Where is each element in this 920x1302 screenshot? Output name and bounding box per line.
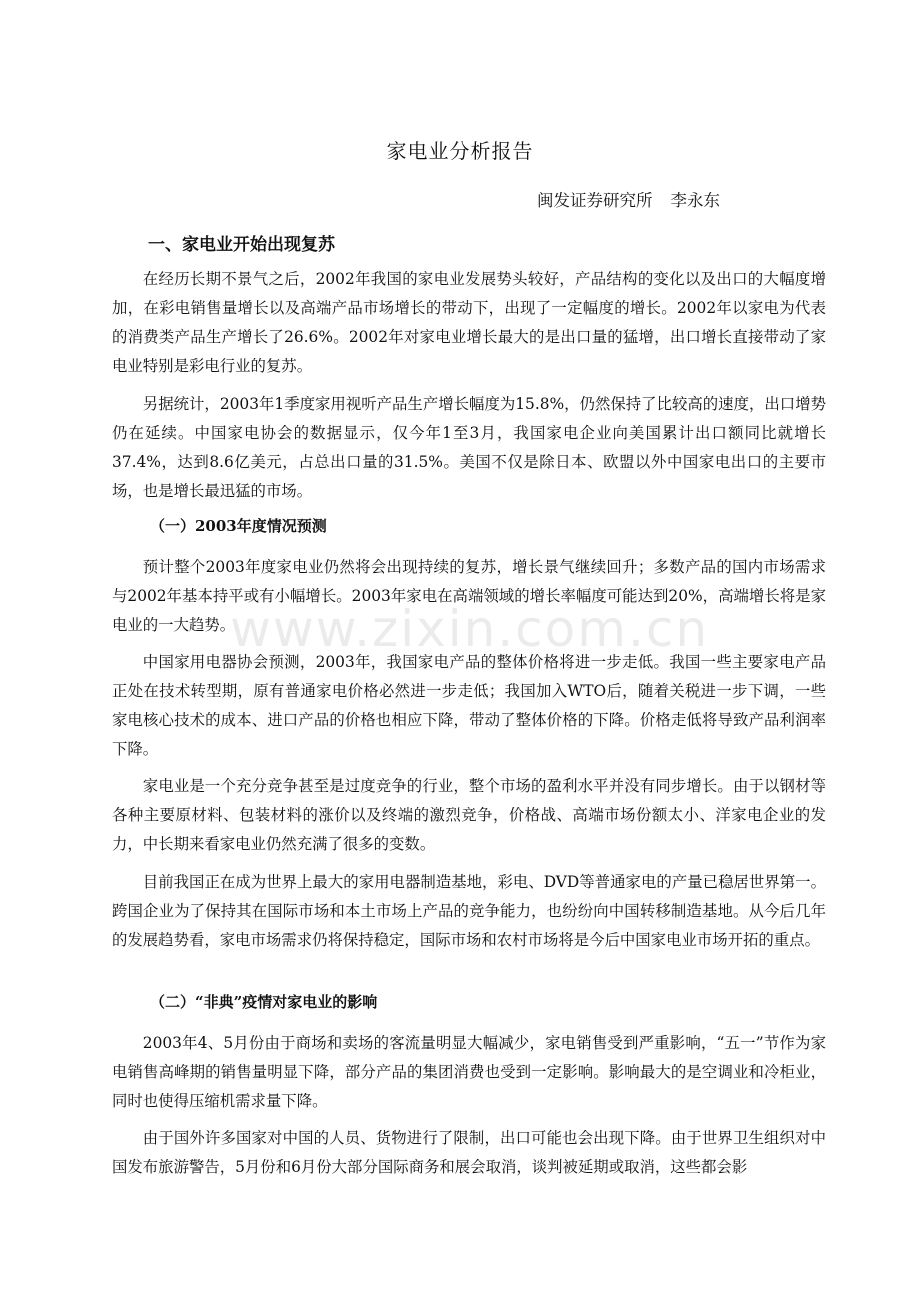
- author-name: 李永东: [670, 191, 720, 210]
- paragraph: 2003年4、5月份由于商场和卖场的客流量明显大幅减少，家电销售受到严重影响，“五一”节作为家电销售高峰期的销售量明显下降，部分产品的集团消费也受到一定影响。影响最大的是空调业和冷柜业，同时也使得压缩机需求量下降。: [112, 1034, 826, 1110]
- paragraph: 目前我国正在成为世界上最大的家用电器制造基地，彩电、DVD等普通家电的产量已稳居世界第一。跨国企业为了保持其在国际市场和本土市场上产品的竞争能力，也纷纷向中国转移制造基地。从今后几年的发展趋势看，家电市场需求仍将保持稳定，国际市场和农村市场将是今后中国家电业市场开拓的重点。: [112, 873, 826, 949]
- watermark: www.zixin.com.cn: [230, 600, 710, 658]
- subsection-heading: （二）“非典”疫情对家电业的影响: [150, 993, 378, 1011]
- subsection-heading: （一）2003年度情况预测: [150, 517, 327, 535]
- document-title: 家电业分析报告: [386, 139, 534, 163]
- author-line: [537, 187, 720, 211]
- paragraph: 家电业是一个充分竞争甚至是过度竞争的行业，整个市场的盈利水平并没有同步增长。由于以钢材等各种主要原材料、包装材料的涨价以及终端的激烈竞争，价格战、高端市场份额太小、洋家电企业的发力，中长期来看家电业仍然充满了很多的变数。: [112, 777, 826, 853]
- paragraph: 在经历长期不景气之后，2002年我国的家电业发展势头较好，产品结构的变化以及出口的大幅度增加，在彩电销售量增长以及高端产品市场增长的带动下，出现了一定幅度的增长。2002年以家电为代表的消费类产品生产增长了26.6%。2002年对家电业增长最大的是出口量的猛增，出口增长直接带动了家电业特别是彩电行业的复苏。: [112, 270, 826, 375]
- paragraph: 另据统计，2003年1季度家用视听产品生产增长幅度为15.8%，仍然保持了比较高的速度，出口增势仍在延续。中国家电协会的数据显示，仅今年1至3月，我国家电企业向美国累计出口额同比就增长37.4%，达到8.6亿美元，占总出口量的31.5%。美国不仅是除日本、欧盟以外中国家电出口的主要市场，也是增长最迅猛的市场。: [112, 395, 826, 500]
- author-institution: 闽发证券研究所: [537, 191, 653, 210]
- paragraph: 中国家用电器协会预测，2003年，我国家电产品的整体价格将进一步走低。我国一些主要家电产品正处在技术转型期，原有普通家电价格必然进一步走低；我国加入WTO后，随着关税进一步下调，一些家电核心技术的成本、进口产品的价格也相应下降，带动了整体价格的下降。价格走低将导致产品利润率下降。: [112, 653, 826, 758]
- section-heading: 一、家电业开始出现复苏: [148, 235, 335, 255]
- paragraph: 预计整个2003年度家电业仍然将会出现持续的复苏，增长景气继续回升；多数产品的国内市场需求与2002年基本持平或有小幅增长。2003年家电在高端领域的增长率幅度可能达到20%，高端增长将是家电业的一大趋势。: [112, 558, 826, 634]
- paragraph: 由于国外许多国家对中国的人员、货物进行了限制，出口可能也会出现下降。由于世界卫生组织对中国发布旅游警告，5月份和6月份大部分国际商务和展会取消，谈判被延期或取消，这些都会影: [112, 1129, 826, 1176]
